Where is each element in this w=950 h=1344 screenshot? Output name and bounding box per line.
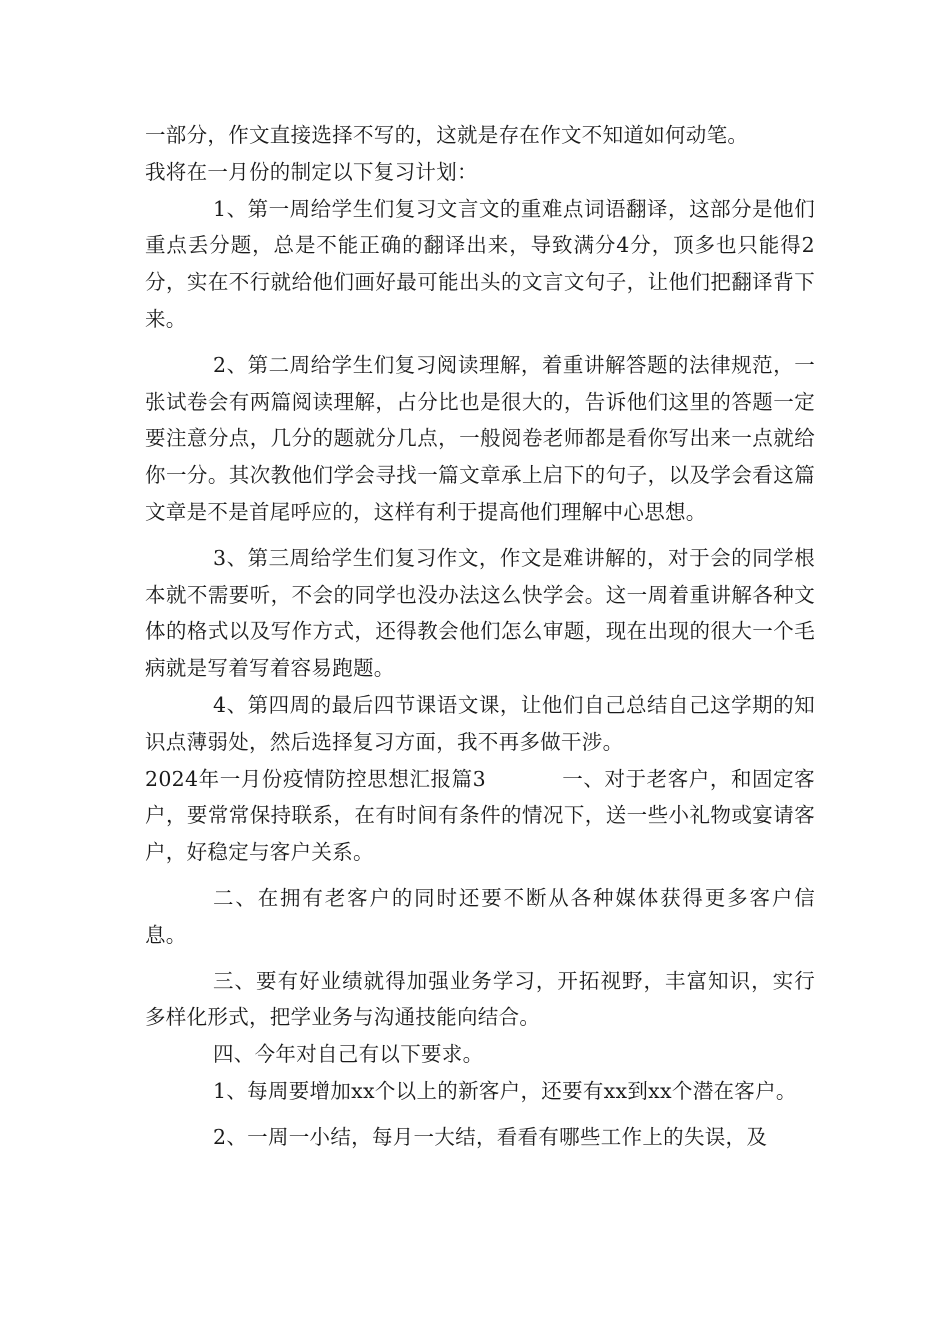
section-heading-line xyxy=(145,761,815,871)
paragraph-9: 三、要有好业绩就得加强业务学习，开拓视野，丰富知识，实行多样化形式，把学业务与沟通技能向结合。 xyxy=(145,968,815,1030)
paragraph-7: 一、对于老客户，和固定客户，要常常保持联系，在有时间有条件的情况下，送一些小礼物或宴请客户，好稳定与客户关系。 xyxy=(145,766,815,865)
paragraph-2: 我将在一月份的制定以下复习计划： xyxy=(145,159,478,184)
paragraph-10: 四、今年对自己有以下要求。 xyxy=(213,1042,484,1067)
section-heading: 2024年一月份疫情防控思想汇报篇3 xyxy=(145,766,487,791)
paragraph-3: 1、第一周给学生们复习文言文的重难点词语翻译，这部分是他们重点丢分题，总是不能正确的翻译出来，导致满分4分，顶多也只能得2分，实在不行就给他们画好最可能出头的文言文句子，让他们把翻译背下来。 xyxy=(145,196,815,331)
document-body xyxy=(145,117,815,1156)
paragraph-12: 2、一周一小结，每月一大结，看看有哪些工作上的失误，及 xyxy=(213,1124,768,1149)
paragraph-11: 1、每周要增加xx个以上的新客户，还要有xx到xx个潜在客户。 xyxy=(213,1078,797,1103)
paragraph-8: 二、在拥有老客户的同时还要不断从各种媒体获得更多客户信息。 xyxy=(145,885,815,947)
paragraph-1: 一部分，作文直接选择不写的，这就是存在作文不知道如何动笔。 xyxy=(145,123,749,147)
paragraph-6: 4、第四周的最后四节课语文课，让他们自己总结自己这学期的知识点薄弱处，然后选择复习方面，我不再多做干涉。 xyxy=(145,692,815,754)
paragraph-5: 3、第三周给学生们复习作文，作文是难讲解的，对于会的同学根本就不需要听，不会的同学也没办法这么快学会。这一周着重讲解各种文体的格式以及写作方式，还得教会他们怎么审题，现在出现的很大一个毛病就是写着写着容易跑题。 xyxy=(145,545,815,681)
paragraph-4: 2、第二周给学生们复习阅读理解，着重讲解答题的法律规范，一张试卷会有两篇阅读理解，占分比也是很大的，告诉他们这里的答题一定要注意分点，几分的题就分几点，一般阅卷老师都是看你写出来一点就给你一分。其次教他们学会寻找一篇文章承上启下的句子，以及学会看这篇文章是不是首尾呼应的，这样有利于提高他们理解中心思想。 xyxy=(145,352,815,524)
